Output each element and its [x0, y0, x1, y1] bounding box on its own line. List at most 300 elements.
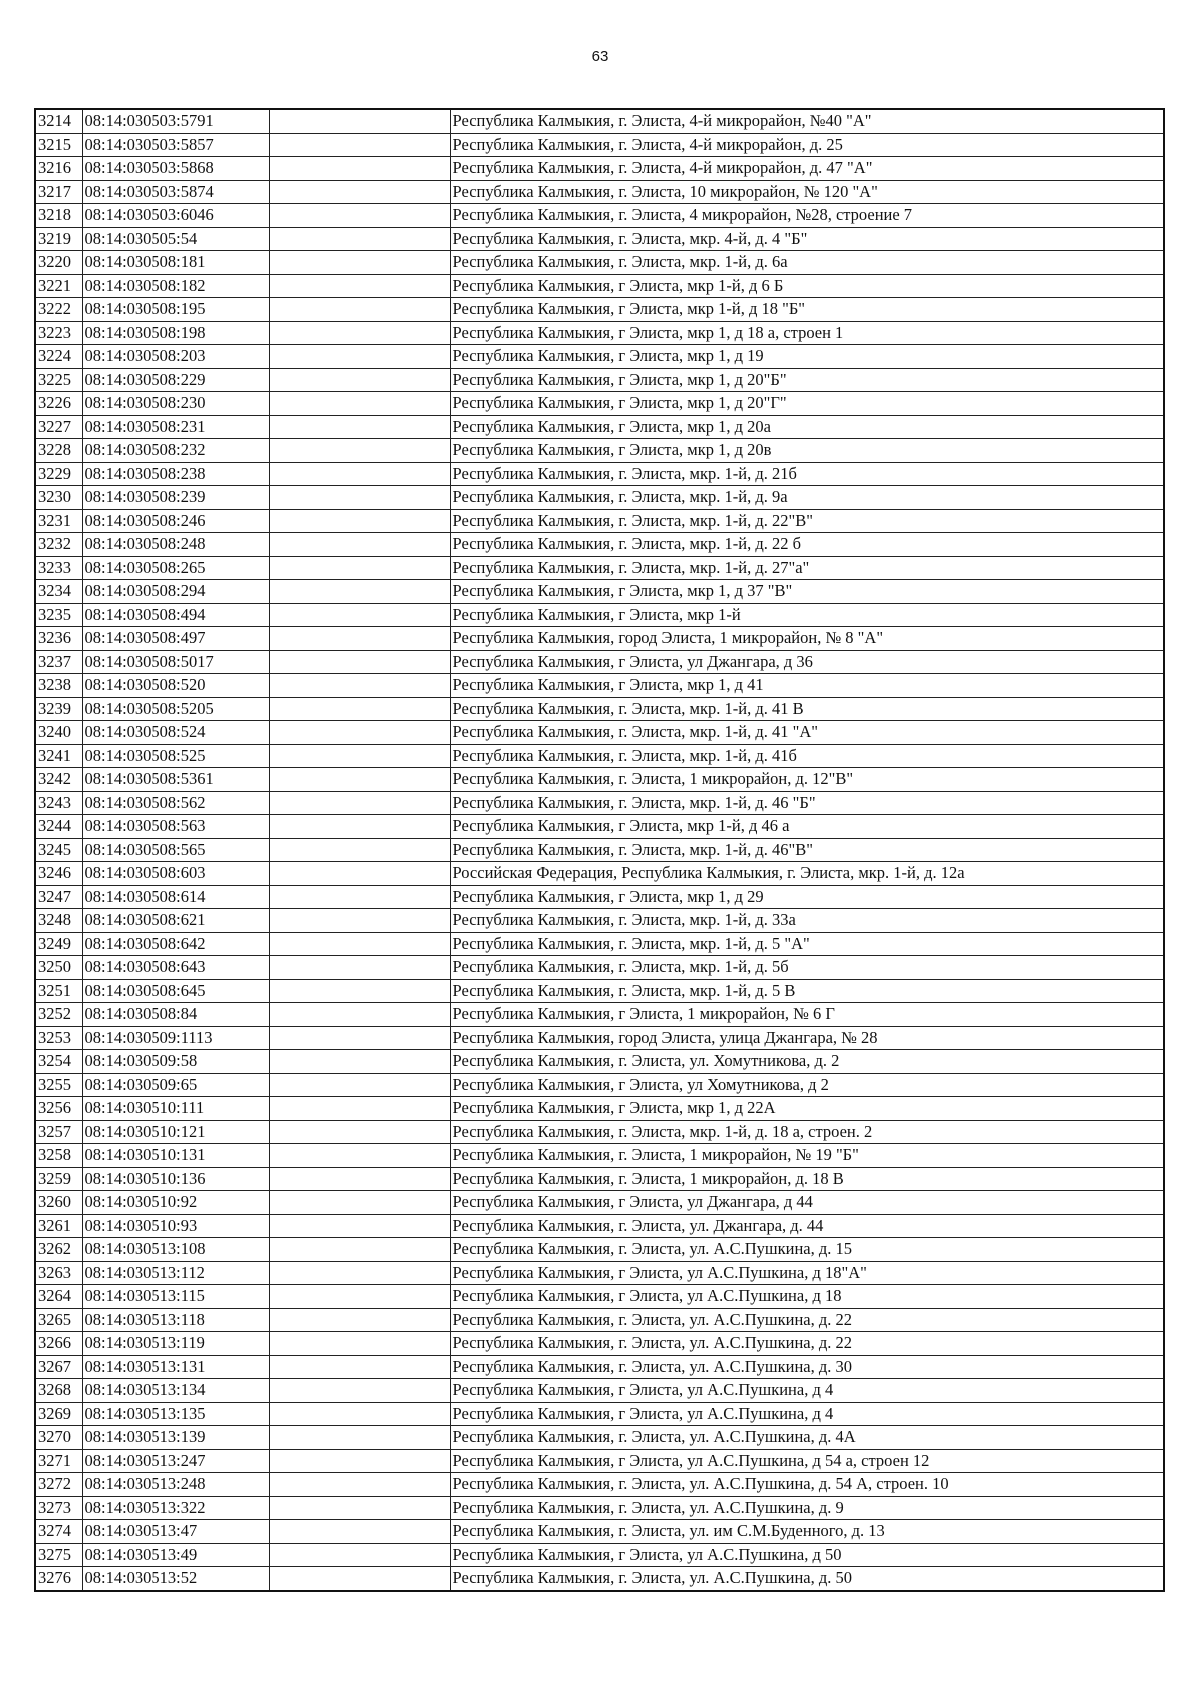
cadastral-number-cell: 08:14:030508:230 — [82, 392, 269, 416]
row-number-cell: 3218 — [35, 204, 82, 228]
row-number-cell: 3255 — [35, 1073, 82, 1097]
cadastral-number-cell: 08:14:030513:322 — [82, 1496, 269, 1520]
cadastral-number-cell: 08:14:030513:112 — [82, 1261, 269, 1285]
cadastral-number-cell: 08:14:030508:5361 — [82, 768, 269, 792]
empty-cell — [269, 932, 450, 956]
cadastral-number-cell: 08:14:030509:1113 — [82, 1026, 269, 1050]
cadastral-number-cell: 08:14:030509:65 — [82, 1073, 269, 1097]
table-row — [35, 1520, 1164, 1544]
table-row — [35, 744, 1164, 768]
address-cell: Республика Калмыкия, г Элиста, мкр 1, д 22А — [450, 1097, 1164, 1121]
table-row — [35, 1496, 1164, 1520]
cadastral-number-cell: 08:14:030508:195 — [82, 298, 269, 322]
address-cell: Республика Калмыкия, г Элиста, ул А.С.Пушкина, д 18 — [450, 1285, 1164, 1309]
empty-cell — [269, 956, 450, 980]
table-row — [35, 580, 1164, 604]
cadastral-number-cell: 08:14:030508:520 — [82, 674, 269, 698]
table-row — [35, 227, 1164, 251]
table-row — [35, 1073, 1164, 1097]
address-cell: Республика Калмыкия, г Элиста, мкр 1, д 19 — [450, 345, 1164, 369]
cadastral-number-cell: 08:14:030505:54 — [82, 227, 269, 251]
row-number-cell: 3231 — [35, 509, 82, 533]
table-row — [35, 791, 1164, 815]
address-cell: Республика Калмыкия, г Элиста, ул А.С.Пушкина, д 4 — [450, 1402, 1164, 1426]
address-cell: Республика Калмыкия, г Элиста, ул А.С.Пушкина, д 50 — [450, 1543, 1164, 1567]
empty-cell — [269, 885, 450, 909]
empty-cell — [269, 1473, 450, 1497]
row-number-cell: 3224 — [35, 345, 82, 369]
cadastral-number-cell: 08:14:030508:5205 — [82, 697, 269, 721]
row-number-cell: 3262 — [35, 1238, 82, 1262]
empty-cell — [269, 345, 450, 369]
empty-cell — [269, 227, 450, 251]
cadastral-number-cell: 08:14:030508:643 — [82, 956, 269, 980]
empty-cell — [269, 1050, 450, 1074]
row-number-cell: 3225 — [35, 368, 82, 392]
address-cell: Республика Калмыкия, г. Элиста, 1 микрорайон, № 19 "Б" — [450, 1144, 1164, 1168]
row-number-cell: 3234 — [35, 580, 82, 604]
table-row — [35, 1050, 1164, 1074]
cadastral-number-cell: 08:14:030508:497 — [82, 627, 269, 651]
table-row — [35, 1120, 1164, 1144]
cadastral-number-cell: 08:14:030508:494 — [82, 603, 269, 627]
cadastral-number-cell: 08:14:030510:92 — [82, 1191, 269, 1215]
row-number-cell: 3227 — [35, 415, 82, 439]
empty-cell — [269, 533, 450, 557]
row-number-cell: 3235 — [35, 603, 82, 627]
table-row — [35, 627, 1164, 651]
table-row — [35, 1261, 1164, 1285]
row-number-cell: 3237 — [35, 650, 82, 674]
cadastral-number-cell: 08:14:030503:5868 — [82, 157, 269, 181]
row-number-cell: 3253 — [35, 1026, 82, 1050]
empty-cell — [269, 791, 450, 815]
cadastral-number-cell: 08:14:030508:203 — [82, 345, 269, 369]
table-row — [35, 674, 1164, 698]
row-number-cell: 3270 — [35, 1426, 82, 1450]
row-number-cell: 3220 — [35, 251, 82, 275]
empty-cell — [269, 674, 450, 698]
table-row — [35, 1144, 1164, 1168]
address-cell: Республика Калмыкия, г. Элиста, 4 микрорайон, №28, строение 7 — [450, 204, 1164, 228]
empty-cell — [269, 157, 450, 181]
row-number-cell: 3266 — [35, 1332, 82, 1356]
empty-cell — [269, 1167, 450, 1191]
address-cell: Российская Федерация, Республика Калмыкия, г. Элиста, мкр. 1-й, д. 12а — [450, 862, 1164, 886]
table-row — [35, 862, 1164, 886]
cadastral-number-cell: 08:14:030509:58 — [82, 1050, 269, 1074]
row-number-cell: 3263 — [35, 1261, 82, 1285]
empty-cell — [269, 556, 450, 580]
cadastral-number-cell: 08:14:030508:248 — [82, 533, 269, 557]
address-cell: Республика Калмыкия, г. Элиста, ул. Хомутникова, д. 2 — [450, 1050, 1164, 1074]
table-row — [35, 556, 1164, 580]
row-number-cell: 3243 — [35, 791, 82, 815]
registry-table — [34, 108, 1165, 1592]
table-row — [35, 415, 1164, 439]
table-row — [35, 909, 1164, 933]
row-number-cell: 3251 — [35, 979, 82, 1003]
table-row — [35, 180, 1164, 204]
row-number-cell: 3246 — [35, 862, 82, 886]
address-cell: Республика Калмыкия, г Элиста, мкр 1, д 20а — [450, 415, 1164, 439]
cadastral-number-cell: 08:14:030513:134 — [82, 1379, 269, 1403]
table-row — [35, 462, 1164, 486]
cadastral-number-cell: 08:14:030503:6046 — [82, 204, 269, 228]
empty-cell — [269, 133, 450, 157]
row-number-cell: 3245 — [35, 838, 82, 862]
empty-cell — [269, 697, 450, 721]
cadastral-number-cell: 08:14:030508:294 — [82, 580, 269, 604]
table-row — [35, 1543, 1164, 1567]
empty-cell — [269, 439, 450, 463]
address-cell: Республика Калмыкия, г. Элиста, ул. им С.М.Буденного, д. 13 — [450, 1520, 1164, 1544]
table-row — [35, 1191, 1164, 1215]
empty-cell — [269, 1496, 450, 1520]
empty-cell — [269, 1332, 450, 1356]
address-cell: Республика Калмыкия, г. Элиста, 10 микрорайон, № 120 "А" — [450, 180, 1164, 204]
cadastral-number-cell: 08:14:030510:136 — [82, 1167, 269, 1191]
address-cell: Республика Калмыкия, г. Элиста, ул. А.С.Пушкина, д. 30 — [450, 1355, 1164, 1379]
table-row — [35, 697, 1164, 721]
table-row — [35, 1285, 1164, 1309]
address-cell: Республика Калмыкия, г. Элиста, 4-й микрорайон, д. 47 "А" — [450, 157, 1164, 181]
empty-cell — [269, 580, 450, 604]
table-row — [35, 768, 1164, 792]
row-number-cell: 3228 — [35, 439, 82, 463]
address-cell: Республика Калмыкия, г Элиста, мкр 1-й, д 6 Б — [450, 274, 1164, 298]
address-cell: Республика Калмыкия, г Элиста, мкр 1-й — [450, 603, 1164, 627]
cadastral-number-cell: 08:14:030508:562 — [82, 791, 269, 815]
empty-cell — [269, 838, 450, 862]
address-cell: Республика Калмыкия, г. Элиста, 4-й микрорайон, №40 "А" — [450, 109, 1164, 133]
address-cell: Республика Калмыкия, г. Элиста, ул. А.С.Пушкина, д. 15 — [450, 1238, 1164, 1262]
row-number-cell: 3273 — [35, 1496, 82, 1520]
empty-cell — [269, 486, 450, 510]
empty-cell — [269, 415, 450, 439]
cadastral-number-cell: 08:14:030513:118 — [82, 1308, 269, 1332]
table-row — [35, 1426, 1164, 1450]
table-row — [35, 109, 1164, 133]
row-number-cell: 3215 — [35, 133, 82, 157]
row-number-cell: 3216 — [35, 157, 82, 181]
empty-cell — [269, 650, 450, 674]
empty-cell — [269, 1097, 450, 1121]
empty-cell — [269, 1285, 450, 1309]
empty-cell — [269, 1261, 450, 1285]
empty-cell — [269, 298, 450, 322]
row-number-cell: 3261 — [35, 1214, 82, 1238]
address-cell: Республика Калмыкия, г. Элиста, ул. Джангара, д. 44 — [450, 1214, 1164, 1238]
address-cell: Республика Калмыкия, г. Элиста, мкр. 1-й, д. 5 В — [450, 979, 1164, 1003]
cadastral-number-cell: 08:14:030513:248 — [82, 1473, 269, 1497]
address-cell: Республика Калмыкия, г Элиста, мкр 1, д 18 а, строен 1 — [450, 321, 1164, 345]
cadastral-number-cell: 08:14:030508:525 — [82, 744, 269, 768]
address-cell: Республика Калмыкия, г Элиста, мкр 1, д 41 — [450, 674, 1164, 698]
empty-cell — [269, 862, 450, 886]
row-number-cell: 3264 — [35, 1285, 82, 1309]
empty-cell — [269, 274, 450, 298]
cadastral-number-cell: 08:14:030513:108 — [82, 1238, 269, 1262]
table-row — [35, 157, 1164, 181]
address-cell: Республика Калмыкия, г. Элиста, ул. А.С.Пушкина, д. 9 — [450, 1496, 1164, 1520]
address-cell: Республика Калмыкия, г Элиста, мкр 1, д 20"Б" — [450, 368, 1164, 392]
table-row — [35, 838, 1164, 862]
row-number-cell: 3236 — [35, 627, 82, 651]
table-row — [35, 1238, 1164, 1262]
row-number-cell: 3254 — [35, 1050, 82, 1074]
cadastral-number-cell: 08:14:030510:93 — [82, 1214, 269, 1238]
cadastral-number-cell: 08:14:030508:229 — [82, 368, 269, 392]
empty-cell — [269, 1449, 450, 1473]
empty-cell — [269, 321, 450, 345]
row-number-cell: 3242 — [35, 768, 82, 792]
cadastral-number-cell: 08:14:030503:5874 — [82, 180, 269, 204]
row-number-cell: 3268 — [35, 1379, 82, 1403]
row-number-cell: 3272 — [35, 1473, 82, 1497]
cadastral-number-cell: 08:14:030508:231 — [82, 415, 269, 439]
table-row — [35, 321, 1164, 345]
table-row — [35, 509, 1164, 533]
row-number-cell: 3217 — [35, 180, 82, 204]
table-row — [35, 1355, 1164, 1379]
empty-cell — [269, 180, 450, 204]
empty-cell — [269, 1073, 450, 1097]
cadastral-number-cell: 08:14:030510:111 — [82, 1097, 269, 1121]
row-number-cell: 3248 — [35, 909, 82, 933]
address-cell: Республика Калмыкия, г Элиста, мкр 1, д 20в — [450, 439, 1164, 463]
row-number-cell: 3238 — [35, 674, 82, 698]
address-cell: Республика Калмыкия, г. Элиста, ул. А.С.Пушкина, д. 22 — [450, 1308, 1164, 1332]
cadastral-number-cell: 08:14:030508:563 — [82, 815, 269, 839]
address-cell: Республика Калмыкия, г. Элиста, мкр. 1-й, д. 46 "Б" — [450, 791, 1164, 815]
table-row — [35, 650, 1164, 674]
table-row — [35, 204, 1164, 228]
empty-cell — [269, 1402, 450, 1426]
row-number-cell: 3226 — [35, 392, 82, 416]
empty-cell — [269, 1520, 450, 1544]
row-number-cell: 3241 — [35, 744, 82, 768]
address-cell: Республика Калмыкия, г. Элиста, мкр. 1-й, д. 33а — [450, 909, 1164, 933]
empty-cell — [269, 603, 450, 627]
table-row — [35, 932, 1164, 956]
empty-cell — [269, 1543, 450, 1567]
address-cell: Республика Калмыкия, г Элиста, ул Джангара, д 44 — [450, 1191, 1164, 1215]
row-number-cell: 3214 — [35, 109, 82, 133]
table-row — [35, 885, 1164, 909]
address-cell: Республика Калмыкия, г. Элиста, мкр. 1-й, д. 22"В" — [450, 509, 1164, 533]
row-number-cell: 3219 — [35, 227, 82, 251]
row-number-cell: 3244 — [35, 815, 82, 839]
cadastral-number-cell: 08:14:030513:49 — [82, 1543, 269, 1567]
row-number-cell: 3230 — [35, 486, 82, 510]
empty-cell — [269, 1355, 450, 1379]
table-row — [35, 345, 1164, 369]
address-cell: Республика Калмыкия, г Элиста, мкр 1, д 20"Г" — [450, 392, 1164, 416]
row-number-cell: 3258 — [35, 1144, 82, 1168]
table-row — [35, 1214, 1164, 1238]
address-cell: Республика Калмыкия, г. Элиста, ул. А.С.Пушкина, д. 54 А, строен. 10 — [450, 1473, 1164, 1497]
empty-cell — [269, 1120, 450, 1144]
cadastral-number-cell: 08:14:030513:139 — [82, 1426, 269, 1450]
address-cell: Республика Калмыкия, г Элиста, ул А.С.Пушкина, д 4 — [450, 1379, 1164, 1403]
cadastral-number-cell: 08:14:030508:239 — [82, 486, 269, 510]
table-row — [35, 1379, 1164, 1403]
cadastral-number-cell: 08:14:030510:121 — [82, 1120, 269, 1144]
empty-cell — [269, 1144, 450, 1168]
row-number-cell: 3274 — [35, 1520, 82, 1544]
cadastral-number-cell: 08:14:030513:115 — [82, 1285, 269, 1309]
cadastral-number-cell: 08:14:030513:52 — [82, 1567, 269, 1591]
empty-cell — [269, 909, 450, 933]
address-cell: Республика Калмыкия, г Элиста, ул А.С.Пушкина, д 18"А" — [450, 1261, 1164, 1285]
address-cell: Республика Калмыкия, г. Элиста, мкр. 1-й, д. 41 "А" — [450, 721, 1164, 745]
table-row — [35, 274, 1164, 298]
address-cell: Республика Калмыкия, г. Элиста, мкр. 1-й, д. 9а — [450, 486, 1164, 510]
table-row — [35, 815, 1164, 839]
table-row — [35, 533, 1164, 557]
row-number-cell: 3260 — [35, 1191, 82, 1215]
empty-cell — [269, 109, 450, 133]
table-row — [35, 1567, 1164, 1591]
empty-cell — [269, 627, 450, 651]
empty-cell — [269, 368, 450, 392]
address-cell: Республика Калмыкия, г Элиста, мкр 1, д 37 "В" — [450, 580, 1164, 604]
row-number-cell: 3221 — [35, 274, 82, 298]
address-cell: Республика Калмыкия, г. Элиста, мкр. 1-й, д. 6а — [450, 251, 1164, 275]
cadastral-number-cell: 08:14:030508:524 — [82, 721, 269, 745]
address-cell: Республика Калмыкия, г Элиста, мкр 1-й, д 18 "Б" — [450, 298, 1164, 322]
table-row — [35, 721, 1164, 745]
address-cell: Республика Калмыкия, г Элиста, ул Хомутникова, д 2 — [450, 1073, 1164, 1097]
cadastral-number-cell: 08:14:030508:642 — [82, 932, 269, 956]
address-cell: Республика Калмыкия, г. Элиста, мкр. 1-й, д. 41б — [450, 744, 1164, 768]
address-cell: Республика Калмыкия, г Элиста, ул А.С.Пушкина, д 54 а, строен 12 — [450, 1449, 1164, 1473]
address-cell: Республика Калмыкия, г. Элиста, ул. А.С.Пушкина, д. 22 — [450, 1332, 1164, 1356]
cadastral-number-cell: 08:14:030508:238 — [82, 462, 269, 486]
empty-cell — [269, 392, 450, 416]
table-row — [35, 1003, 1164, 1027]
row-number-cell: 3249 — [35, 932, 82, 956]
cadastral-number-cell: 08:14:030508:265 — [82, 556, 269, 580]
empty-cell — [269, 744, 450, 768]
address-cell: Республика Калмыкия, г. Элиста, ул. А.С.Пушкина, д. 50 — [450, 1567, 1164, 1591]
row-number-cell: 3233 — [35, 556, 82, 580]
table-row — [35, 603, 1164, 627]
row-number-cell: 3271 — [35, 1449, 82, 1473]
empty-cell — [269, 1003, 450, 1027]
address-cell: Республика Калмыкия, г. Элиста, мкр. 1-й, д. 27"а" — [450, 556, 1164, 580]
table-row — [35, 251, 1164, 275]
row-number-cell: 3259 — [35, 1167, 82, 1191]
cadastral-number-cell: 08:14:030513:131 — [82, 1355, 269, 1379]
empty-cell — [269, 1214, 450, 1238]
table-row — [35, 439, 1164, 463]
empty-cell — [269, 1191, 450, 1215]
cadastral-number-cell: 08:14:030503:5857 — [82, 133, 269, 157]
empty-cell — [269, 1238, 450, 1262]
table-row — [35, 486, 1164, 510]
empty-cell — [269, 462, 450, 486]
address-cell: Республика Калмыкия, г. Элиста, 1 микрорайон, д. 12"В" — [450, 768, 1164, 792]
empty-cell — [269, 979, 450, 1003]
table-row — [35, 1449, 1164, 1473]
address-cell: Республика Калмыкия, г. Элиста, мкр. 1-й, д. 5 "А" — [450, 932, 1164, 956]
address-cell: Республика Калмыкия, город Элиста, улица Джангара, № 28 — [450, 1026, 1164, 1050]
table-row — [35, 392, 1164, 416]
address-cell: Республика Калмыкия, г. Элиста, мкр. 1-й, д. 41 В — [450, 697, 1164, 721]
cadastral-number-cell: 08:14:030513:247 — [82, 1449, 269, 1473]
table-row — [35, 1402, 1164, 1426]
address-cell: Республика Калмыкия, г. Элиста, 4-й микрорайон, д. 25 — [450, 133, 1164, 157]
cadastral-number-cell: 08:14:030508:84 — [82, 1003, 269, 1027]
cadastral-number-cell: 08:14:030513:135 — [82, 1402, 269, 1426]
address-cell: Республика Калмыкия, г. Элиста, мкр. 1-й, д. 22 б — [450, 533, 1164, 557]
cadastral-number-cell: 08:14:030508:246 — [82, 509, 269, 533]
row-number-cell: 3252 — [35, 1003, 82, 1027]
row-number-cell: 3257 — [35, 1120, 82, 1144]
empty-cell — [269, 1567, 450, 1591]
row-number-cell: 3223 — [35, 321, 82, 345]
table-row — [35, 1473, 1164, 1497]
table-row — [35, 133, 1164, 157]
row-number-cell: 3276 — [35, 1567, 82, 1591]
address-cell: Республика Калмыкия, г. Элиста, мкр. 1-й, д. 5б — [450, 956, 1164, 980]
row-number-cell: 3222 — [35, 298, 82, 322]
cadastral-number-cell: 08:14:030508:5017 — [82, 650, 269, 674]
page-number: 63 — [591, 48, 609, 65]
empty-cell — [269, 1379, 450, 1403]
row-number-cell: 3250 — [35, 956, 82, 980]
table-row — [35, 1167, 1164, 1191]
empty-cell — [269, 1026, 450, 1050]
empty-cell — [269, 509, 450, 533]
table-row — [35, 368, 1164, 392]
cadastral-number-cell: 08:14:030503:5791 — [82, 109, 269, 133]
cadastral-number-cell: 08:14:030508:603 — [82, 862, 269, 886]
address-cell: Республика Калмыкия, г. Элиста, 1 микрорайон, д. 18 В — [450, 1167, 1164, 1191]
row-number-cell: 3275 — [35, 1543, 82, 1567]
cadastral-number-cell: 08:14:030508:232 — [82, 439, 269, 463]
empty-cell — [269, 1426, 450, 1450]
empty-cell — [269, 768, 450, 792]
address-cell: Республика Калмыкия, г. Элиста, мкр. 1-й, д. 21б — [450, 462, 1164, 486]
cadastral-number-cell: 08:14:030508:614 — [82, 885, 269, 909]
address-cell: Республика Калмыкия, г. Элиста, ул. А.С.Пушкина, д. 4А — [450, 1426, 1164, 1450]
row-number-cell: 3267 — [35, 1355, 82, 1379]
table-row — [35, 1097, 1164, 1121]
cadastral-number-cell: 08:14:030508:565 — [82, 838, 269, 862]
cadastral-number-cell: 08:14:030508:181 — [82, 251, 269, 275]
registry-table-body — [35, 109, 1164, 1591]
empty-cell — [269, 204, 450, 228]
row-number-cell: 3269 — [35, 1402, 82, 1426]
table-row — [35, 298, 1164, 322]
address-cell: Республика Калмыкия, г. Элиста, мкр. 1-й, д. 46"В" — [450, 838, 1164, 862]
address-cell: Республика Калмыкия, г Элиста, 1 микрорайон, № 6 Г — [450, 1003, 1164, 1027]
address-cell: Республика Калмыкия, г. Элиста, мкр. 4-й, д. 4 "Б" — [450, 227, 1164, 251]
row-number-cell: 3239 — [35, 697, 82, 721]
cadastral-number-cell: 08:14:030513:119 — [82, 1332, 269, 1356]
row-number-cell: 3256 — [35, 1097, 82, 1121]
empty-cell — [269, 1308, 450, 1332]
cadastral-number-cell: 08:14:030508:645 — [82, 979, 269, 1003]
row-number-cell: 3229 — [35, 462, 82, 486]
cadastral-number-cell: 08:14:030510:131 — [82, 1144, 269, 1168]
row-number-cell: 3232 — [35, 533, 82, 557]
row-number-cell: 3265 — [35, 1308, 82, 1332]
address-cell: Республика Калмыкия, г Элиста, мкр 1-й, д 46 а — [450, 815, 1164, 839]
